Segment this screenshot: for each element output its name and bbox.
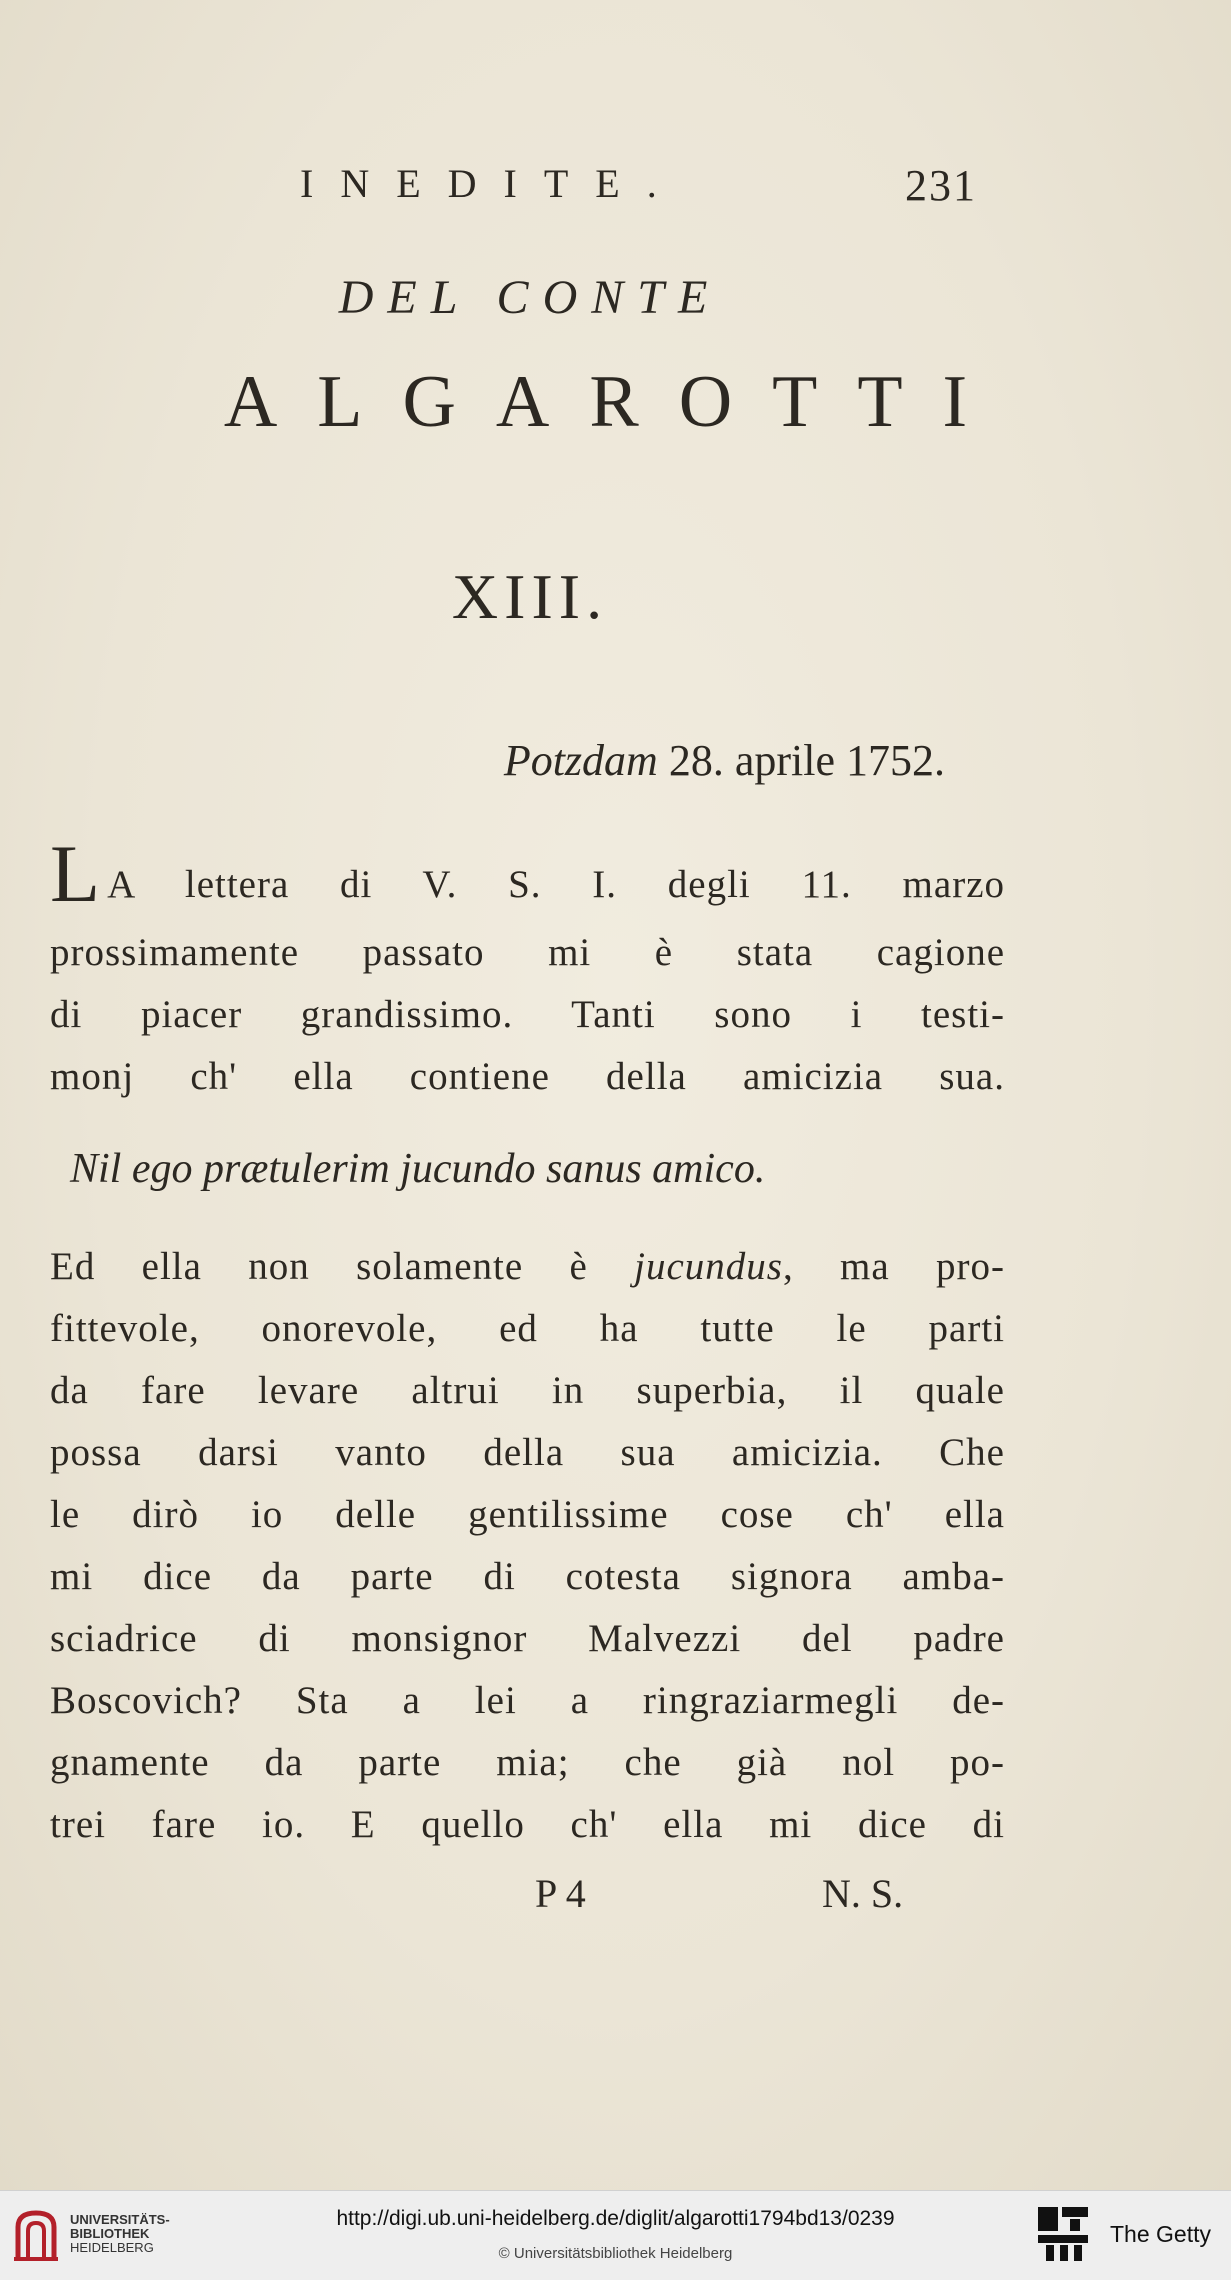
paragraph2-line-5: le dirò io delle gentilissime cose ch' ella xyxy=(50,1493,1005,1536)
paragraph2-line-2: fittevole, onorevole, ed ha tutte le parti xyxy=(50,1307,1005,1350)
dateline xyxy=(0,735,945,786)
library-name-line-1: UNIVERSITÄTS- xyxy=(70,2212,170,2227)
drop-cap: L xyxy=(50,828,102,919)
getty-logo-icon[interactable] xyxy=(1036,2205,1090,2263)
library-footer-bar xyxy=(0,2190,1231,2280)
paragraph2-line-6: mi dice da parte di cotesta signora amba- xyxy=(50,1555,1005,1598)
paragraph1-line-1-text: A lettera di V. S. I. degli 11. marzo xyxy=(107,863,1005,906)
title-line-conte: DEL CONTE xyxy=(338,271,722,324)
paragraph2-line-3: da fare levare altrui in superbia, il quale xyxy=(50,1369,1005,1412)
copyright-notice: © Universitätsbibliothek Heidelberg xyxy=(498,2245,733,2262)
running-title: INEDITE. xyxy=(300,161,684,206)
page-number: 231 xyxy=(905,161,977,210)
partner-name: The Getty xyxy=(1110,2221,1211,2247)
paragraph1-line-1 xyxy=(50,828,1005,919)
paragraph1-line-4: monj ch' ella contiene della amicizia sua. xyxy=(50,1055,1005,1098)
latin-quote: Nil ego prætulerim jucundo sanus amico. xyxy=(70,1146,766,1192)
dateline-date: 28. aprile 1752. xyxy=(657,736,945,785)
signature-mark: P 4 xyxy=(535,1871,586,1916)
paragraph2-line-1-start: Ed ella non solamente è xyxy=(50,1245,635,1288)
paragraph2-line-7: sciadrice di monsignor Malvezzi del padre xyxy=(50,1617,1005,1660)
paragraph2-line-1 xyxy=(50,1244,1005,1289)
letter-number: XIII. xyxy=(451,561,609,632)
paragraph2-line-4: possa darsi vanto della sua amicizia. Che xyxy=(50,1431,1005,1474)
paragraph2-line-1-end: , ma pro- xyxy=(782,1245,1005,1288)
library-name-line-3: HEIDELBERG xyxy=(70,2240,154,2255)
paragraph1-line-3: di piacer grandissimo. Tanti sono i testi- xyxy=(50,993,1005,1036)
catchword: N. S. xyxy=(822,1871,904,1916)
paragraph2-line-8: Boscovich? Sta a lei a ringraziarmegli de- xyxy=(50,1679,1005,1722)
paragraph2-line-10: trei fare io. E quello ch' ella mi dice di xyxy=(50,1803,1005,1846)
title-line-algarotti: ALGAROTTI xyxy=(223,361,1008,443)
dateline-place: Potzdam xyxy=(503,736,658,785)
permalink-url[interactable]: http://digi.ub.uni-heidelberg.de/diglit/algarotti1794bd13/0239 xyxy=(336,2207,895,2230)
paragraph2-line-9: gnamente da parte mia; che già nol po- xyxy=(50,1741,1005,1784)
paragraph1-line-2: prossimamente passato mi è stata cagione xyxy=(50,931,1005,974)
italic-word: jucundus xyxy=(634,1245,783,1288)
library-name-line-2: BIBLIOTHEK xyxy=(70,2226,150,2241)
